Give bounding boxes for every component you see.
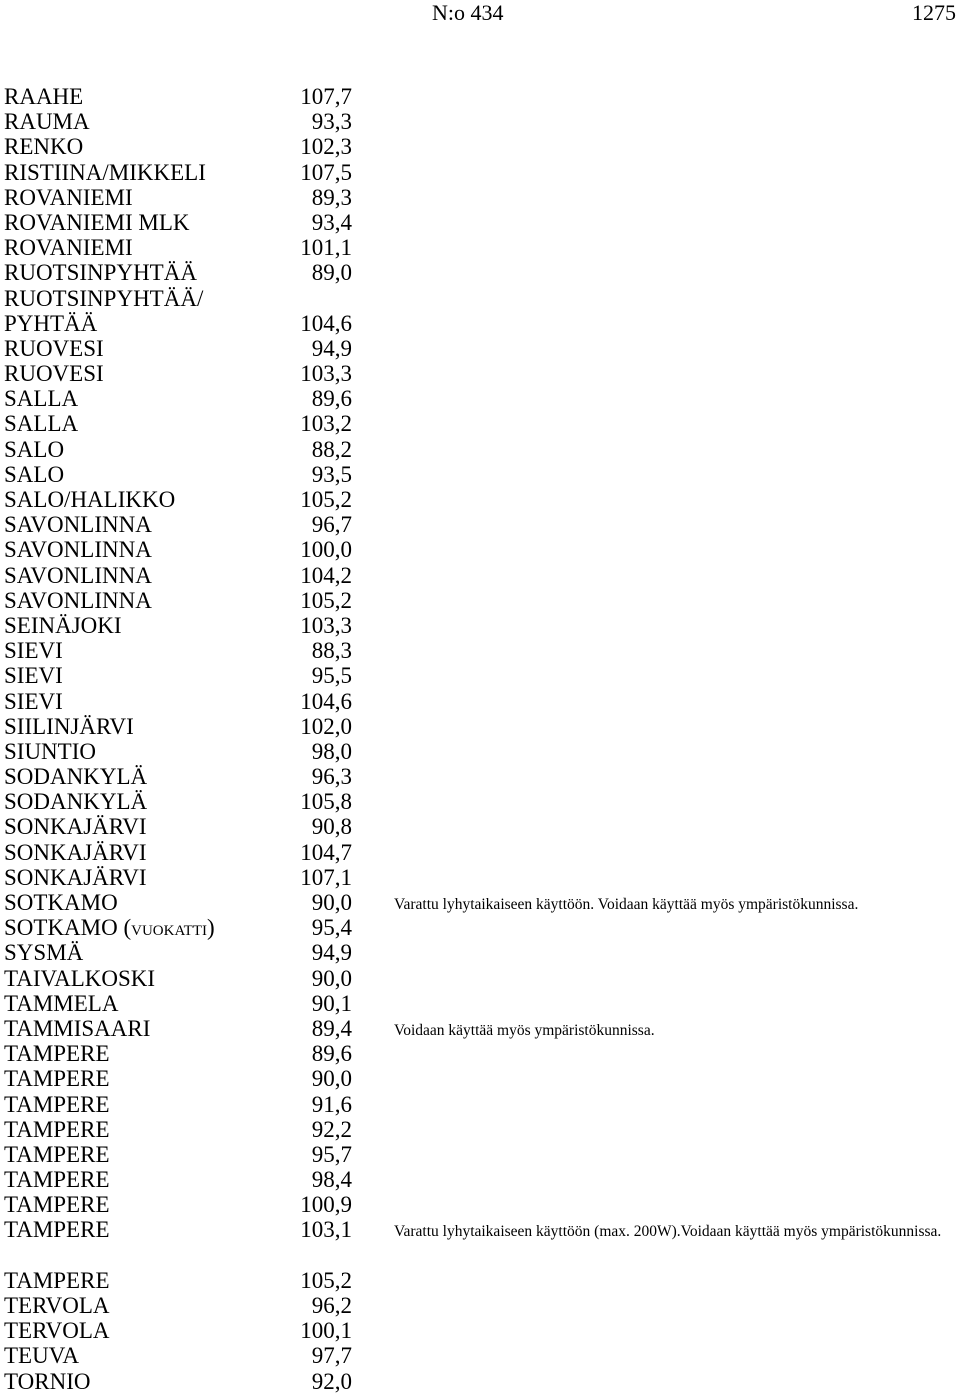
table-row bbox=[4, 588, 944, 613]
municipality-name bbox=[4, 840, 147, 865]
municipality-name bbox=[4, 185, 133, 210]
municipality-name bbox=[4, 311, 97, 336]
municipality-name bbox=[4, 286, 203, 311]
frequency-value: 92,0 bbox=[311, 1368, 352, 1394]
frequency-value: 90,0 bbox=[311, 965, 352, 991]
table-row bbox=[4, 1092, 944, 1117]
municipality-name bbox=[4, 336, 104, 361]
frequency-value: 104,6 bbox=[300, 688, 352, 714]
municipality-name-text: RUOVESI bbox=[4, 361, 104, 387]
municipality-name bbox=[4, 714, 134, 739]
table-row bbox=[4, 840, 944, 865]
municipality-name bbox=[4, 1016, 150, 1041]
table-row bbox=[4, 1192, 944, 1217]
municipality-name bbox=[4, 411, 78, 436]
municipality-name bbox=[4, 1066, 110, 1091]
frequency-value: 105,2 bbox=[300, 587, 352, 613]
table-row bbox=[4, 714, 944, 739]
table-row bbox=[4, 638, 944, 663]
municipality-name-text: SIEVI bbox=[4, 663, 63, 689]
frequency-value: 104,6 bbox=[300, 310, 352, 336]
municipality-name-text: RAAHE bbox=[4, 84, 84, 109]
municipality-name-text: SALO bbox=[4, 461, 65, 487]
table-row bbox=[4, 890, 944, 915]
frequency-value: 103,3 bbox=[300, 361, 352, 387]
municipality-name-text: ROVANIEMI bbox=[4, 184, 133, 210]
municipality-name bbox=[4, 1117, 110, 1142]
frequency-value: 98,4 bbox=[311, 1167, 352, 1193]
page-header-title: N:o 434 bbox=[432, 0, 504, 25]
table-row bbox=[4, 361, 944, 386]
municipality-name-text: TAMPERE bbox=[4, 1217, 110, 1243]
municipality-name bbox=[4, 1192, 110, 1217]
frequency-value: 103,1 bbox=[300, 1217, 352, 1243]
frequency-value: 97,7 bbox=[311, 1343, 352, 1369]
frequency-table bbox=[4, 84, 944, 1394]
table-row bbox=[4, 235, 944, 260]
row-note: Varattu lyhytaikaiseen käyttöön (max. 200W).Voidaan käyttää myös ympäristökunnissa. bbox=[394, 1223, 942, 1241]
table-row bbox=[4, 915, 944, 940]
frequency-value: 89,3 bbox=[311, 184, 352, 210]
row-note: Varattu lyhytaikaiseen käyttöön. Voidaan käyttää myös ympäristökunnissa. bbox=[394, 896, 859, 913]
table-row bbox=[4, 386, 944, 411]
municipality-name bbox=[4, 613, 122, 638]
municipality-name bbox=[4, 1293, 109, 1318]
municipality-name bbox=[4, 865, 147, 890]
table-row bbox=[4, 286, 944, 311]
municipality-name bbox=[4, 235, 133, 260]
municipality-name bbox=[4, 1142, 110, 1167]
municipality-name-text: ROVANIEMI MLK bbox=[4, 209, 190, 235]
table-row bbox=[4, 1343, 944, 1368]
municipality-name-text: SODANKYLÄ bbox=[4, 789, 148, 815]
municipality-name-text: SONKAJÄRVI bbox=[4, 814, 147, 840]
municipality-name-text: SONKAJÄRVI bbox=[4, 839, 147, 865]
municipality-name bbox=[4, 966, 155, 991]
frequency-value: 107,7 bbox=[300, 84, 352, 109]
table-row bbox=[4, 1268, 944, 1293]
table-row bbox=[4, 739, 944, 764]
table-row bbox=[4, 966, 944, 991]
table-row bbox=[4, 311, 944, 336]
page-number: 1275 bbox=[912, 0, 956, 25]
table-row bbox=[4, 109, 944, 134]
municipality-name-text: SALLA bbox=[4, 386, 79, 412]
frequency-value: 101,1 bbox=[300, 235, 352, 261]
table-row bbox=[4, 487, 944, 512]
municipality-name-text: SIEVI bbox=[4, 638, 63, 664]
table-row bbox=[4, 210, 944, 235]
table-row bbox=[4, 134, 944, 159]
frequency-value: 93,5 bbox=[311, 461, 352, 487]
municipality-name-text: TAMPERE bbox=[4, 1116, 110, 1142]
municipality-name bbox=[4, 1092, 110, 1117]
table-row bbox=[4, 411, 944, 436]
frequency-value: 95,7 bbox=[311, 1141, 352, 1167]
municipality-name bbox=[4, 940, 83, 965]
municipality-name-text: SIILINJÄRVI bbox=[4, 713, 134, 739]
municipality-name-text: RUOTSINPYHTÄÄ/ bbox=[4, 285, 204, 311]
table-row bbox=[4, 1016, 944, 1041]
table-row bbox=[4, 260, 944, 285]
municipality-name bbox=[4, 764, 147, 789]
municipality-name-text: SAVONLINNA bbox=[4, 587, 152, 613]
frequency-value: 102,0 bbox=[300, 713, 352, 739]
frequency-value: 103,3 bbox=[300, 612, 352, 638]
municipality-name-text: SIUNTIO bbox=[4, 738, 96, 764]
frequency-value: 100,0 bbox=[300, 537, 352, 563]
frequency-value: 90,0 bbox=[311, 890, 352, 915]
frequency-value: 105,2 bbox=[300, 487, 352, 512]
frequency-value: 90,1 bbox=[311, 990, 352, 1016]
frequency-value: 98,0 bbox=[311, 738, 352, 764]
row-note: Voidaan käyttää myös ympäristökunnissa. bbox=[394, 1021, 655, 1039]
table-row bbox=[4, 940, 944, 965]
municipality-name-text: RENKO bbox=[4, 134, 84, 160]
table-row bbox=[4, 563, 944, 588]
frequency-value: 100,9 bbox=[300, 1192, 352, 1218]
municipality-name bbox=[4, 689, 63, 714]
frequency-value: 92,2 bbox=[311, 1116, 352, 1142]
municipality-name-text: TAIVALKOSKI bbox=[4, 965, 156, 991]
municipality-name bbox=[4, 991, 118, 1016]
table-row bbox=[4, 512, 944, 537]
frequency-value: 103,2 bbox=[300, 411, 352, 437]
municipality-name-text: TAMPERE bbox=[4, 1066, 110, 1092]
municipality-name-text: SIEVI bbox=[4, 688, 63, 714]
table-row bbox=[4, 160, 944, 185]
municipality-name-text: TERVOLA bbox=[4, 1318, 110, 1344]
municipality-name bbox=[4, 789, 147, 814]
table-row bbox=[4, 462, 944, 487]
municipality-name bbox=[4, 386, 78, 411]
table-row bbox=[4, 185, 944, 210]
municipality-name-text: TAMPERE bbox=[4, 1167, 110, 1193]
frequency-value: 93,3 bbox=[311, 109, 352, 135]
municipality-name bbox=[4, 563, 152, 588]
municipality-name-text: SAVONLINNA bbox=[4, 512, 152, 538]
table-row bbox=[4, 1318, 944, 1343]
municipality-name bbox=[4, 462, 64, 487]
table-row bbox=[4, 1217, 944, 1267]
municipality-name-text: TERVOLA bbox=[4, 1293, 110, 1319]
table-row bbox=[4, 789, 944, 814]
municipality-name-text: RUOTSINPYHTÄÄ bbox=[4, 260, 197, 286]
municipality-name-text: SALLA bbox=[4, 411, 79, 437]
municipality-name-text: SALO bbox=[4, 436, 65, 462]
table-row bbox=[4, 764, 944, 789]
frequency-value: 104,2 bbox=[300, 562, 352, 588]
frequency-value: 93,4 bbox=[311, 209, 352, 235]
municipality-name-text: SEINÄJOKI bbox=[4, 612, 122, 638]
municipality-name bbox=[4, 1318, 109, 1343]
table-row bbox=[4, 1369, 944, 1394]
table-row bbox=[4, 537, 944, 562]
municipality-name bbox=[4, 487, 175, 512]
municipality-name bbox=[4, 638, 63, 663]
table-row bbox=[4, 1142, 944, 1167]
table-row bbox=[4, 84, 944, 109]
municipality-name bbox=[4, 84, 83, 109]
municipality-name bbox=[4, 1369, 90, 1394]
municipality-name bbox=[4, 260, 197, 285]
municipality-name bbox=[4, 160, 206, 185]
municipality-name-text: TAMPERE bbox=[4, 1192, 110, 1218]
table-row bbox=[4, 1293, 944, 1318]
municipality-name bbox=[4, 437, 64, 462]
municipality-name bbox=[4, 1041, 110, 1066]
frequency-value: 96,3 bbox=[311, 764, 352, 790]
frequency-value: 91,6 bbox=[311, 1091, 352, 1117]
municipality-name-text: SAVONLINNA bbox=[4, 537, 152, 563]
municipality-name bbox=[4, 210, 190, 235]
table-row bbox=[4, 1041, 944, 1066]
municipality-name bbox=[4, 814, 147, 839]
municipality-name-text: SOTKAMO bbox=[4, 890, 118, 915]
frequency-value: 107,1 bbox=[300, 864, 352, 890]
frequency-value: 105,8 bbox=[300, 789, 352, 815]
frequency-value: 89,0 bbox=[311, 260, 352, 286]
table-row bbox=[4, 663, 944, 688]
frequency-value: 90,8 bbox=[311, 814, 352, 840]
municipality-name-text: TAMMELA bbox=[4, 990, 119, 1016]
municipality-name-text: SOTKAMO ( bbox=[4, 915, 132, 941]
table-row bbox=[4, 689, 944, 714]
table-row bbox=[4, 991, 944, 1016]
frequency-value: 89,6 bbox=[311, 386, 352, 412]
municipality-name-text: ROVANIEMI bbox=[4, 235, 133, 261]
table-row bbox=[4, 1117, 944, 1142]
municipality-name-text: SAVONLINNA bbox=[4, 562, 152, 588]
municipality-name-text: SODANKYLÄ bbox=[4, 764, 148, 790]
table-row bbox=[4, 1167, 944, 1192]
municipality-name-text: SONKAJÄRVI bbox=[4, 864, 147, 890]
municipality-name-text: RISTIINA/MIKKELI bbox=[4, 159, 206, 185]
municipality-name-text: TORNIO bbox=[4, 1368, 91, 1394]
table-row bbox=[4, 865, 944, 890]
municipality-name-end: ) bbox=[206, 915, 215, 941]
frequency-value: 96,7 bbox=[311, 512, 352, 538]
table-row bbox=[4, 437, 944, 462]
municipality-name bbox=[4, 890, 118, 915]
municipality-name bbox=[4, 663, 63, 688]
municipality-name bbox=[4, 537, 152, 562]
municipality-name-text: TAMPERE bbox=[4, 1267, 110, 1293]
frequency-value: 89,6 bbox=[311, 1041, 352, 1067]
frequency-value: 88,2 bbox=[311, 436, 352, 462]
frequency-value: 100,1 bbox=[300, 1318, 352, 1344]
municipality-name bbox=[4, 512, 152, 537]
frequency-value: 94,9 bbox=[311, 940, 352, 966]
municipality-subname: VUOKATTI bbox=[131, 923, 207, 940]
frequency-value: 90,0 bbox=[311, 1066, 352, 1092]
table-row bbox=[4, 1066, 944, 1091]
frequency-value: 88,3 bbox=[311, 638, 352, 664]
municipality-name bbox=[4, 1167, 110, 1192]
frequency-value: 104,7 bbox=[300, 839, 352, 865]
municipality-name-text: RAUMA bbox=[4, 109, 90, 135]
table-row bbox=[4, 336, 944, 361]
frequency-value: 96,2 bbox=[311, 1293, 352, 1319]
frequency-value: 89,4 bbox=[311, 1015, 352, 1041]
municipality-name-text: TAMPERE bbox=[4, 1141, 110, 1167]
table-row bbox=[4, 814, 944, 839]
municipality-name bbox=[4, 1343, 79, 1368]
municipality-name-text: TAMMISAARI bbox=[4, 1015, 151, 1041]
municipality-name bbox=[4, 739, 96, 764]
frequency-value: 95,5 bbox=[311, 663, 352, 689]
frequency-value: 102,3 bbox=[300, 134, 352, 160]
table-row bbox=[4, 613, 944, 638]
municipality-name bbox=[4, 1217, 110, 1242]
frequency-value: 94,9 bbox=[311, 335, 352, 361]
municipality-name-text: TAMPERE bbox=[4, 1041, 110, 1067]
municipality-name-text: TAMPERE bbox=[4, 1091, 110, 1117]
municipality-name bbox=[4, 1268, 110, 1293]
municipality-name bbox=[4, 588, 152, 613]
municipality-name-text: PYHTÄÄ bbox=[4, 310, 98, 336]
municipality-name bbox=[4, 109, 90, 134]
frequency-value: 95,4 bbox=[311, 915, 352, 941]
municipality-name-text: SALO/HALIKKO bbox=[4, 487, 176, 512]
frequency-value: 107,5 bbox=[300, 159, 352, 185]
municipality-name bbox=[4, 361, 104, 386]
municipality-name bbox=[4, 134, 83, 159]
municipality-name-text: RUOVESI bbox=[4, 335, 104, 361]
municipality-name-text: SYSMÄ bbox=[4, 940, 84, 966]
municipality-name-text: TEUVA bbox=[4, 1343, 79, 1369]
frequency-value: 105,2 bbox=[300, 1267, 352, 1293]
